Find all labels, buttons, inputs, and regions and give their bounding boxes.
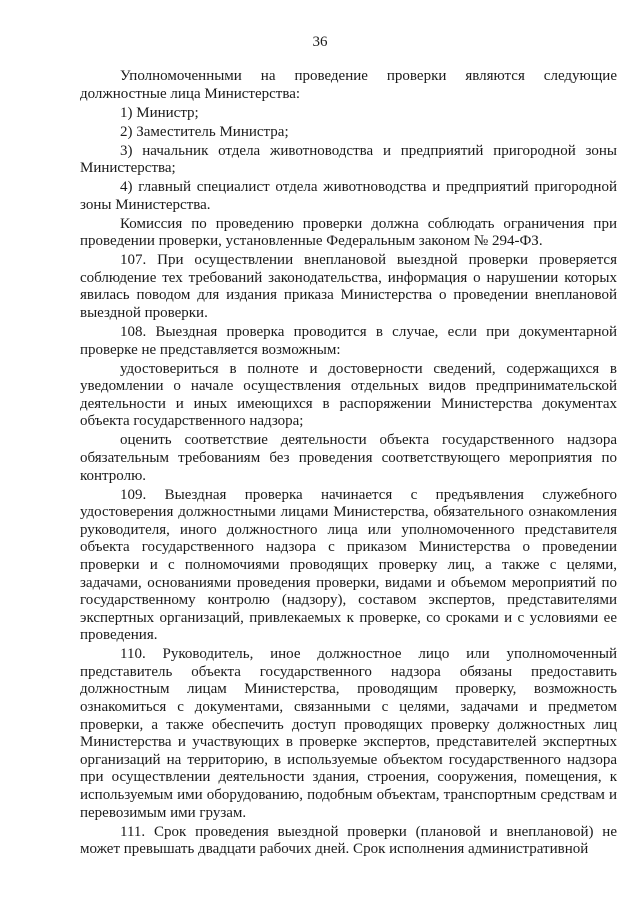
document-body [80,68,617,860]
paragraph-110: 110. Руководитель, иное должностное лицо или уполномоченный представитель объекта государственного надзора обязаны предоставить должностным лицам Министерства, проводящим проверку, возможность ознакомиться с документами, связанными с целями, задачами и предметом проверки, а также обеспечить доступ проводящих проверку должностных лиц Министерства и участвующих в проверке экспертов, представителей экспертных организаций на территорию, в используемые объектом государственного надзора при осуществлении деятельности здания, строения, сооружения, помещения, к используемым ими оборудованию, подобным объектам, транспортным средствам и перевозимым ими грузам. [80,646,617,821]
paragraph-109: 109. Выездная проверка начинается с предъявления служебного удостоверения должностными лицами Министерства, обязательного ознакомления руководителя, иного должностного лица или уполномоченного представителя объекта государственного надзора с приказом Министерства о проведении проверки и с полномочиями проводящих проверку лиц, а также с целями, задачами, основаниями проведения проверки, видами и объемом мероприятий по государственному контролю (надзору), составом экспертов, представителями экспертных организаций, привлекаемых к проверке, со сроками и с условиями ее проведения. [80,486,617,644]
paragraph-authorized-officials: Уполномоченными на проведение проверки являются следующие должностные лица Министерства: [80,68,617,102]
list-item-deputy-minister: 2) Заместитель Министра; [120,123,289,140]
list-item-chief-specialist: 4) главный специалист отдела животноводства и предприятий пригородной зоны Министерства. [80,179,617,213]
paragraph-commission-restrictions: Комиссия по проведению проверки должна соблюдать ограничения при проведении проверки, установленные Федеральным законом № 294-ФЗ. [80,215,617,250]
list-item-department-head: 3) начальник отдела животноводства и предприятий пригородной зоны Министерства; [80,142,617,177]
page-number: 36 [312,34,328,50]
paragraph-108-verify: удостовериться в полноте и достоверности сведений, содержащихся в уведомлении о начале осуществления отдельных видов предпринимательской деятельности и иных имеющихся в распоряжении Министерства документах объекта государственного надзора; [80,360,617,430]
paragraph-108: 108. Выездная проверка проводится в случае, если при документарной проверке не представляется возможным: [80,324,617,358]
paragraph-108-assess: оценить соответствие деятельности объекта государственного надзора обязательным требованиям без проведения соответствующего мероприятия по контролю. [80,432,617,484]
paragraph-111: 111. Срок проведения выездной проверки (плановой и внеплановой) не может превышать двадцати рабочих дней. Срок исполнения административной [80,823,617,858]
list-item-minister: 1) Министр; [120,104,199,121]
paragraph-107: 107. При осуществлении внеплановой выездной проверки проверяется соблюдение тех требований законодательства, информация о нарушении которых явилась поводом для издания приказа Министерства о проведении внеплановой выездной проверки. [80,252,617,322]
